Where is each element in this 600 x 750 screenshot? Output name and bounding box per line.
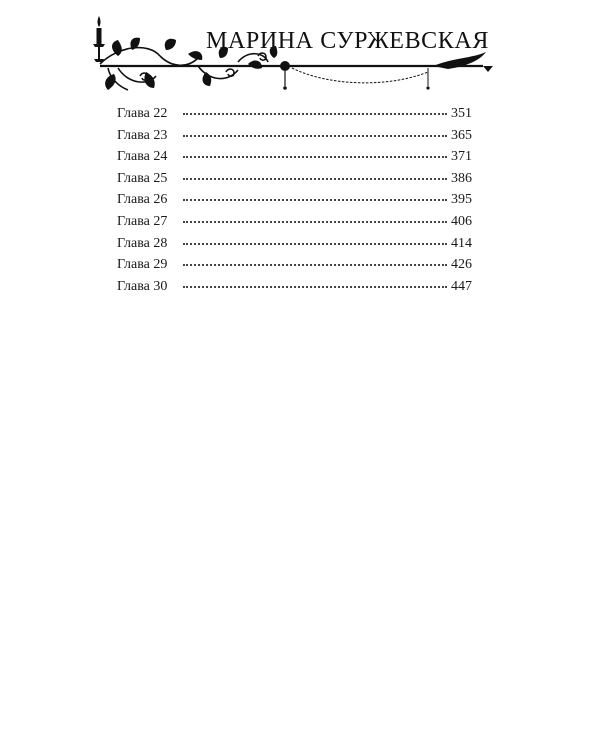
toc-entry-page-number: 414 [451,235,472,251]
author-name: МАРИНА СУРЖЕВСКАЯ [206,28,489,54]
toc-entry-label: Глава 22 [117,106,168,121]
toc-dot-leader [183,242,447,245]
toc-entry-page-number: 365 [451,127,472,143]
toc-entry [117,146,472,168]
toc-entry [117,168,472,190]
toc-entry-page-number: 406 [451,213,472,229]
toc-dot-leader [183,112,447,115]
toc-entry-page-number: 371 [451,149,472,165]
toc-entry-label: Глава 30 [117,278,168,294]
toc-entry-label: Глава 28 [117,235,168,251]
toc-entry [117,254,472,276]
toc-dot-leader [183,198,447,201]
toc-entry-label: Глава 24 [117,149,168,165]
toc-entry-label: Глава 26 [117,192,168,208]
toc-entry-page-number: 395 [451,192,472,208]
toc-dot-leader [183,220,447,223]
table-of-contents [117,103,472,297]
toc-entry [117,125,472,147]
toc-entry-label: Глава 29 [117,257,168,273]
toc-entry [117,189,472,211]
toc-dot-leader [183,285,447,288]
toc-entry [117,233,472,255]
toc-entry [117,103,472,125]
toc-entry-page-number: 426 [451,257,472,273]
toc-entry-page-number: 447 [451,278,472,294]
toc-entry-label: Глава 25 [117,170,168,186]
toc-dot-leader [183,155,447,158]
toc-dot-leader [183,263,447,266]
toc-entry-page-number: 351 [451,106,472,121]
toc-entry-label: Глава 27 [117,213,168,229]
toc-entry-label: Глава 23 [117,127,168,143]
toc-dot-leader [183,134,447,137]
toc-entry [117,211,472,233]
running-header [88,6,500,98]
toc-entry [117,276,472,298]
toc-entry-page-number: 386 [451,170,472,186]
toc-dot-leader [183,177,447,180]
